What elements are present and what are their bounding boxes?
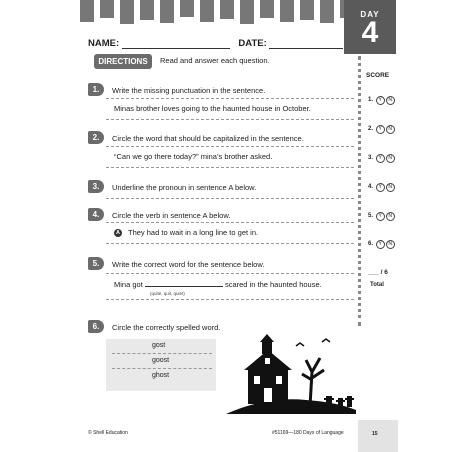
score-item-2: 2. Y N xyxy=(368,125,395,134)
spelling-option-1[interactable]: gost xyxy=(152,342,166,349)
yes-circle[interactable]: Y xyxy=(376,125,385,134)
question-number-1: 1. xyxy=(88,83,104,96)
answer-line xyxy=(112,368,212,369)
sentence-after-blank: scared in the haunted house. xyxy=(224,280,322,289)
footer-title: #51169—180 Days of Language xyxy=(272,430,344,436)
answer-line xyxy=(106,119,354,120)
sentence-a-marker: A xyxy=(114,229,122,237)
no-circle[interactable]: N xyxy=(386,154,395,163)
no-circle[interactable]: N xyxy=(386,125,395,134)
answer-line xyxy=(112,353,212,354)
no-circle[interactable]: N xyxy=(386,183,395,192)
question-content-1[interactable]: Minas brother loves going to the haunted house in October. xyxy=(114,104,311,113)
day-tab xyxy=(344,0,396,54)
score-divider xyxy=(358,56,361,326)
question-prompt-1: Write the missing punctuation in the sentence. xyxy=(112,86,266,95)
score-item-6: 6. Y N xyxy=(368,240,395,249)
spelling-option-2[interactable]: goost xyxy=(152,357,170,364)
day-label: DAY xyxy=(360,10,380,19)
directions-text: Read and answer each question. xyxy=(160,56,270,65)
question-number-5: 5. xyxy=(88,257,104,270)
name-date-row xyxy=(88,38,343,49)
no-circle[interactable]: N xyxy=(386,240,395,249)
question-number-2: 2. xyxy=(88,131,104,144)
question-prompt-2: Circle the word that should be capitalized in the sentence. xyxy=(112,134,304,143)
footer-publisher: © Shell Education xyxy=(88,430,128,436)
no-circle[interactable]: N xyxy=(386,96,395,105)
question-prompt-5: Write the correct word for the sentence below. xyxy=(112,260,265,269)
answer-line xyxy=(106,146,354,147)
answer-line xyxy=(106,299,354,300)
yes-circle[interactable]: Y xyxy=(376,240,385,249)
answer-line xyxy=(106,222,354,223)
question-number-6: 6. xyxy=(88,320,104,333)
sentence-a-text: They had to wait in a long line to get in. xyxy=(128,228,259,237)
word-blank[interactable] xyxy=(145,279,223,287)
date-field[interactable] xyxy=(269,38,343,49)
yes-circle[interactable]: Y xyxy=(376,212,385,221)
word-choices: (quite, quit, quiet) xyxy=(150,291,185,296)
yes-circle[interactable]: Y xyxy=(376,183,385,192)
score-item-4: 4. Y N xyxy=(368,183,395,192)
spelling-option-3[interactable]: ghost xyxy=(152,372,170,379)
answer-line xyxy=(106,198,354,199)
answer-line xyxy=(106,167,354,168)
haunted-house-illustration xyxy=(226,334,356,414)
no-circle[interactable]: N xyxy=(386,212,395,221)
score-item-1: 1. Y N xyxy=(368,96,395,105)
question-prompt-6: Circle the correctly spelled word. xyxy=(112,323,221,332)
question-prompt-3: Underline the pronoun in sentence A below. xyxy=(112,183,257,192)
name-field[interactable] xyxy=(122,38,230,49)
score-total-label: Total xyxy=(370,282,384,288)
question-number-3: 3. xyxy=(88,180,104,193)
date-label: DATE: xyxy=(238,38,267,49)
question-content-5[interactable] xyxy=(106,279,354,291)
day-number: 4 xyxy=(361,16,379,49)
page-number: 15 xyxy=(372,431,378,437)
yes-circle[interactable]: Y xyxy=(376,96,385,105)
score-title: SCORE xyxy=(366,72,390,79)
directions-badge: DIRECTIONS xyxy=(94,54,152,69)
score-item-3: 3. Y N xyxy=(368,154,395,163)
answer-line xyxy=(106,98,354,99)
score-item-5: 5. Y N xyxy=(368,212,395,221)
question-number-4: 4. xyxy=(88,208,104,221)
question-content-4[interactable] xyxy=(106,225,354,241)
yes-circle[interactable]: Y xyxy=(376,154,385,163)
score-total: ___ / 6 xyxy=(368,269,388,276)
name-label: NAME: xyxy=(88,38,120,49)
fence-decoration xyxy=(80,0,360,26)
page-tab xyxy=(358,420,398,452)
question-prompt-4: Circle the verb in sentence A below. xyxy=(112,211,231,220)
sentence-before-blank: Mina got xyxy=(114,280,143,289)
answer-line xyxy=(106,273,354,274)
answer-line xyxy=(106,243,354,244)
question-content-2[interactable]: “Can we go there today?” mina’s brother asked. xyxy=(114,152,273,161)
